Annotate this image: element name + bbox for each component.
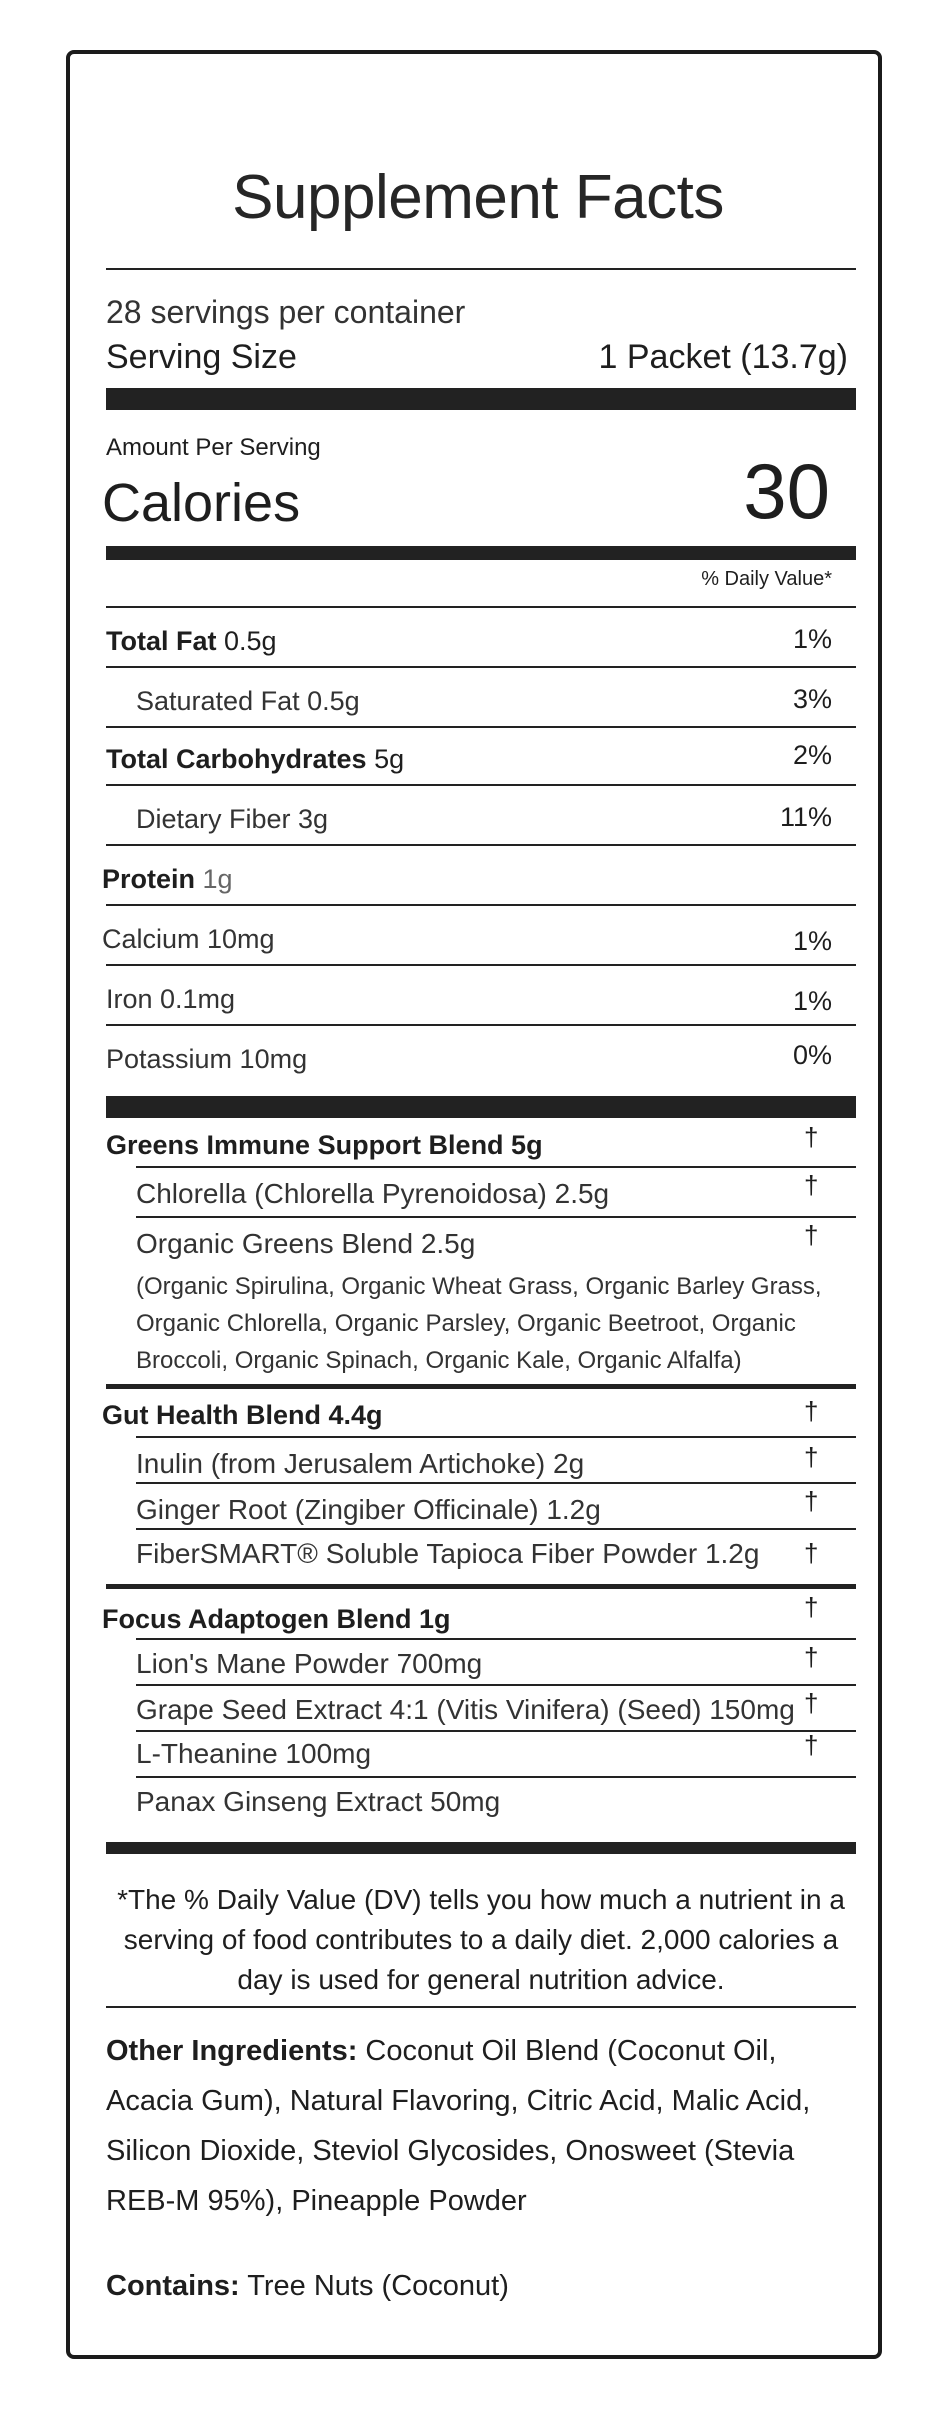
calories-value: 30 [743, 447, 830, 535]
blend-item: Chlorella (Chlorella Pyrenoidosa) 2.5g [136, 1178, 610, 1209]
divider [106, 606, 856, 608]
divider [106, 1024, 856, 1026]
dagger-mark: † [804, 1396, 819, 1426]
dagger-mark: † [804, 1442, 819, 1472]
nutrient-row: Dietary Fiber 3g [136, 804, 329, 834]
blend-item: Ginger Root (Zingiber Officinale) 1.2g [136, 1494, 601, 1525]
divider [136, 1166, 856, 1168]
nutrient-dv: 1% [792, 926, 832, 956]
daily-value-header: % Daily Value* [701, 568, 832, 590]
blend-item: FiberSMART® Soluble Tapioca Fiber Powder 1.2g [136, 1538, 760, 1569]
dagger-mark: † [804, 1592, 819, 1622]
divider [136, 1684, 856, 1686]
nutrient-dv: 1% [792, 986, 832, 1016]
medium-bar [106, 546, 856, 560]
divider [136, 1776, 856, 1778]
serving-size-value: 1 Packet (13.7g) [598, 338, 848, 376]
blend-item: L-Theanine 100mg [136, 1738, 372, 1769]
nutrient-dv: 3% [792, 684, 832, 714]
divider [136, 1482, 856, 1484]
nutrient-row: Calcium 10mg [102, 924, 275, 954]
divider [106, 904, 856, 906]
dagger-mark: † [804, 1486, 819, 1516]
blend-name: Gut Health Blend 4.4g [102, 1400, 383, 1430]
nutrient-row: Total Carbohydrates 5g [106, 744, 405, 774]
nutrient-row: Iron 0.1mg [106, 984, 236, 1014]
divider [106, 2006, 856, 2008]
blend-item: Grape Seed Extract 4:1 (Vitis Vinifera) (Seed) 150mg [136, 1694, 795, 1725]
divider [106, 964, 856, 966]
nutrient-dv: 0% [792, 1040, 832, 1070]
calories-label: Calories [102, 473, 301, 533]
blend-name: Greens Immune Support Blend 5g [106, 1130, 543, 1160]
dagger-mark: † [804, 1220, 819, 1250]
divider [136, 1528, 856, 1530]
daily-value-footnote: *The % Daily Value (DV) tells you how much a nutrient in a serving of food contributes to a daily diet. 2,000 calories a day is used for general nutrition advice. [117, 1884, 845, 1995]
nutrient-dv: 1% [792, 624, 832, 654]
blend-item: Organic Greens Blend 2.5g [136, 1228, 476, 1259]
section-bar [106, 1384, 856, 1389]
nutrient-dv: 2% [792, 740, 832, 770]
divider [136, 1436, 856, 1438]
nutrient-row: Total Fat 0.5g [106, 626, 277, 656]
medium-bar [106, 1842, 856, 1854]
divider [106, 666, 856, 668]
blend-item: Lion's Mane Powder 700mg [136, 1648, 483, 1679]
nutrient-row: Protein 1g [102, 864, 233, 894]
amount-per-serving: Amount Per Serving [106, 434, 321, 461]
other-ingredients: Other Ingredients: Coconut Oil Blend (Coconut Oil, Acacia Gum), Natural Flavoring, Citric Acid, Malic Acid, Silicon Dioxide, Steviol Glycosides, Onosweet (Stevia REB-M 95%), Pineapple Powder [106, 2035, 811, 2217]
blend-item: Inulin (from Jerusalem Artichoke) 2g [136, 1448, 585, 1479]
dagger-mark: † [804, 1730, 819, 1760]
servings-per-container: 28 servings per container [106, 294, 466, 330]
dagger-mark: † [804, 1122, 819, 1152]
section-bar [106, 1584, 856, 1589]
dagger-mark: † [804, 1688, 819, 1718]
panel-title: Supplement Facts [232, 163, 724, 232]
dagger-mark: † [804, 1642, 819, 1672]
allergen-statement: Contains: Tree Nuts (Coconut) [106, 2270, 509, 2302]
blend-name: Focus Adaptogen Blend 1g [102, 1604, 451, 1634]
thick-bar [106, 388, 856, 410]
divider [136, 1216, 856, 1218]
divider [106, 268, 856, 270]
nutrient-row: Saturated Fat 0.5g [136, 686, 360, 716]
serving-size-label: Serving Size [106, 338, 297, 376]
dagger-mark: † [804, 1538, 819, 1568]
supplement-facts-panel [66, 50, 882, 2359]
blend-item: Panax Ginseng Extract 50mg [136, 1786, 501, 1817]
divider [136, 1638, 856, 1640]
divider [106, 726, 856, 728]
nutrient-row: Potassium 10mg [106, 1044, 308, 1074]
dagger-mark: † [804, 1170, 819, 1200]
thick-bar [106, 1096, 856, 1118]
blend-detail: (Organic Spirulina, Organic Wheat Grass, Organic Barley Grass, Organic Chlorella, Organic Parsley, Organic Beetroot, Organic Broccoli, Organic Spinach, Organic Kale, Organic Alfalfa) [136, 1273, 822, 1374]
divider [106, 784, 856, 786]
divider [106, 844, 856, 846]
divider [136, 1730, 856, 1732]
nutrient-dv: 11% [779, 802, 832, 832]
